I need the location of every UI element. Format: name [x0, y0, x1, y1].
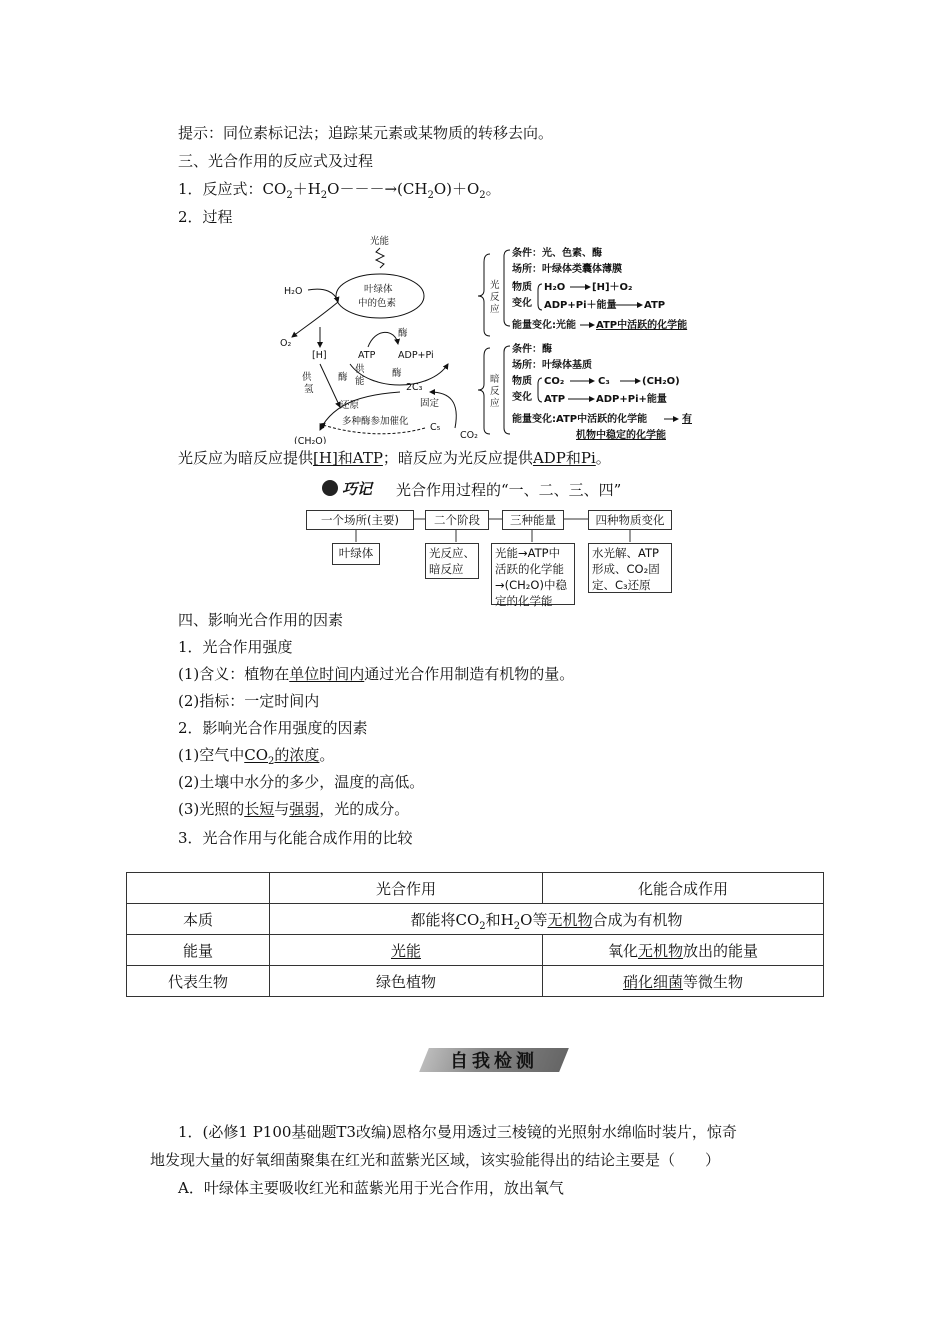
light-r1-b: [H]＋O₂ — [592, 282, 633, 293]
ch2o-label: (CH₂O) — [294, 436, 327, 444]
memo-tag: 巧记 — [322, 478, 380, 500]
memo-head-2: 二个阶段 — [425, 510, 489, 530]
light-rx-1: 光 — [490, 280, 500, 291]
reaction-equation: 1．反应式：$CO_2+H_2O---\to(CH_2O)+O_2$。 — [178, 180, 501, 201]
adp-label: ADP+Pi — [398, 350, 434, 361]
light-r2-a: ADP+Pi＋能量 — [544, 300, 617, 311]
s4-2-title: 2．影响光合作用强度的因素 — [178, 719, 368, 737]
process-title: 2．过程 — [178, 208, 233, 226]
light-condition: 条件：光、色素、酶 — [512, 248, 602, 259]
dark-matter-1: 物质 — [512, 376, 532, 387]
dark-matter-2: 变化 — [512, 392, 532, 403]
memo-box-1: 叶绿体 — [332, 543, 380, 565]
memo-title: 光合作用过程的“一、二、三、四” — [396, 481, 622, 499]
enzyme-3: 酶 — [338, 372, 348, 383]
hint-text: 提示：同位素标记法；追踪某元素或某物质的转移去向。 — [178, 124, 554, 142]
multi-enzyme-label: 多种酶参加催化 — [342, 416, 409, 427]
reduce-label: 还原 — [340, 400, 360, 411]
memo-box-3: 光能→ATP中活跃的化学能→(CH₂O)中稳定的化学能 — [491, 543, 575, 605]
pigment-label-2: 中的色素 — [358, 298, 397, 309]
c5-label: C₅ — [430, 422, 441, 433]
table-cell: 绿色植物 — [270, 966, 543, 997]
memo-head-1: 一个场所(主要) — [306, 510, 414, 530]
table-cell: 氧化无机物放出的能量 — [543, 935, 824, 966]
row-label: 代表生物 — [127, 966, 270, 997]
memo-head-4: 四种物质变化 — [588, 510, 672, 530]
atp-label: ATP — [358, 350, 376, 361]
fix-label: 固定 — [420, 398, 440, 409]
dark-r1-c: (CH₂O) — [642, 376, 680, 387]
row-label: 本质 — [127, 904, 270, 935]
pigment-label-1: 叶绿体 — [364, 284, 393, 295]
memo-box-4: 水光解、ATP形成、CO₂固定、C₃还原 — [588, 543, 672, 593]
dark-rx-2: 反 — [490, 386, 500, 397]
pigment-ellipse — [336, 274, 424, 318]
s4-3-title: 3．光合作用与化能合成作用的比较 — [178, 829, 413, 847]
table-row — [127, 873, 824, 904]
light-matter-2: 变化 — [512, 298, 532, 309]
light-energy-a: 能量变化:光能 — [512, 320, 576, 331]
table-row — [127, 966, 824, 997]
table-row — [127, 904, 824, 935]
dark-energy-b: 有 — [682, 414, 692, 425]
s4-2c: (3)光照的长短与强弱，光的成分。 — [178, 800, 410, 818]
question-1-line-1: 1．(必修1 P100基础题T3改编)恩格尔曼用透过三棱镜的光照射水绵临时装片，惊奇 — [178, 1123, 737, 1141]
dark-condition: 条件：酶 — [512, 344, 552, 355]
photosynthesis-process-diagram — [280, 232, 730, 444]
dark-energy-a: 能量变化:ATP中活跃的化学能 — [512, 414, 648, 425]
comparison-table — [126, 872, 824, 997]
head-icon — [322, 480, 338, 496]
memo-head-3: 三种能量 — [502, 510, 564, 530]
s4-1b: (2)指标：一定时间内 — [178, 692, 320, 710]
s4-2a: (1)空气中$CO_2$的浓度。 — [178, 746, 335, 767]
question-1-line-2: 地发现大量的好氧细菌聚集在红光和蓝紫光区域，该实验能得出的结论主要是（ ） — [150, 1151, 721, 1169]
self-check-badge: 自我检测 — [424, 1044, 564, 1074]
light-rx-2: 反 — [490, 292, 500, 303]
supply-h-1: 供 — [302, 372, 312, 383]
light-r1-a: H₂O — [544, 282, 566, 293]
c3-label: 2C₃ — [406, 382, 423, 393]
row-label: 能量 — [127, 935, 270, 966]
dark-r2-a: ATP — [544, 394, 566, 405]
table-row — [127, 935, 824, 966]
co2-label: CO₂ — [460, 430, 478, 441]
o2-label: O₂ — [280, 338, 292, 349]
dark-r1-b: C₃ — [598, 376, 610, 387]
supply-1: 供 — [355, 364, 365, 375]
h2o-label: H₂O — [284, 286, 303, 297]
table-cell: 硝化细菌等微生物 — [543, 966, 824, 997]
light-rx-3: 应 — [490, 304, 500, 315]
supply-h-2: 氢 — [304, 384, 314, 395]
option-a[interactable]: A．叶绿体主要吸收红光和蓝紫光用于光合作用，放出氧气 — [178, 1179, 564, 1197]
s4-1a: (1)含义：植物在单位时间内通过光合作用制造有机物的量。 — [178, 665, 575, 683]
dark-r2-b: ADP+Pi+能量 — [596, 394, 667, 405]
enzyme-label: 酶 — [398, 328, 408, 339]
s4-2b: (2)土壤中水分的多少，温度的高低。 — [178, 773, 425, 791]
enzyme-2: 酶 — [392, 368, 402, 379]
dark-energy-c: 机物中稳定的化学能 — [576, 430, 666, 441]
section-4-title: 四、影响光合作用的因素 — [178, 611, 344, 629]
relation-text: 光反应为暗反应提供[H]和ATP；暗反应为光反应提供ADP和Pi。 — [178, 449, 611, 467]
light-label: 光能 — [370, 236, 390, 247]
dark-site: 场所：叶绿体基质 — [512, 360, 592, 371]
table-cell: 光能 — [270, 935, 543, 966]
dark-rx-1: 暗 — [490, 374, 500, 385]
light-zigzag — [376, 248, 384, 268]
h-label: [H] — [312, 350, 327, 361]
section-3-title: 三、光合作用的反应式及过程 — [178, 152, 374, 170]
s4-1-title: 1．光合作用强度 — [178, 638, 293, 656]
table-header: 光合作用 — [270, 873, 543, 904]
light-site: 场所：叶绿体类囊体薄膜 — [512, 264, 622, 275]
dark-rx-3: 应 — [490, 398, 500, 409]
light-r2-b: ATP — [644, 300, 666, 311]
light-matter-1: 物质 — [512, 282, 532, 293]
table-header: 化能合成作用 — [543, 873, 824, 904]
supply-2: 能 — [355, 376, 365, 387]
memo-box-2: 光反应、暗反应 — [425, 543, 479, 579]
light-energy-b: ATP中活跃的化学能 — [596, 320, 688, 331]
table-cell: 都能将$CO_2$和$H_2O$等无机物合成为有机物 — [270, 904, 824, 935]
dark-r1-a: CO₂ — [544, 376, 565, 387]
